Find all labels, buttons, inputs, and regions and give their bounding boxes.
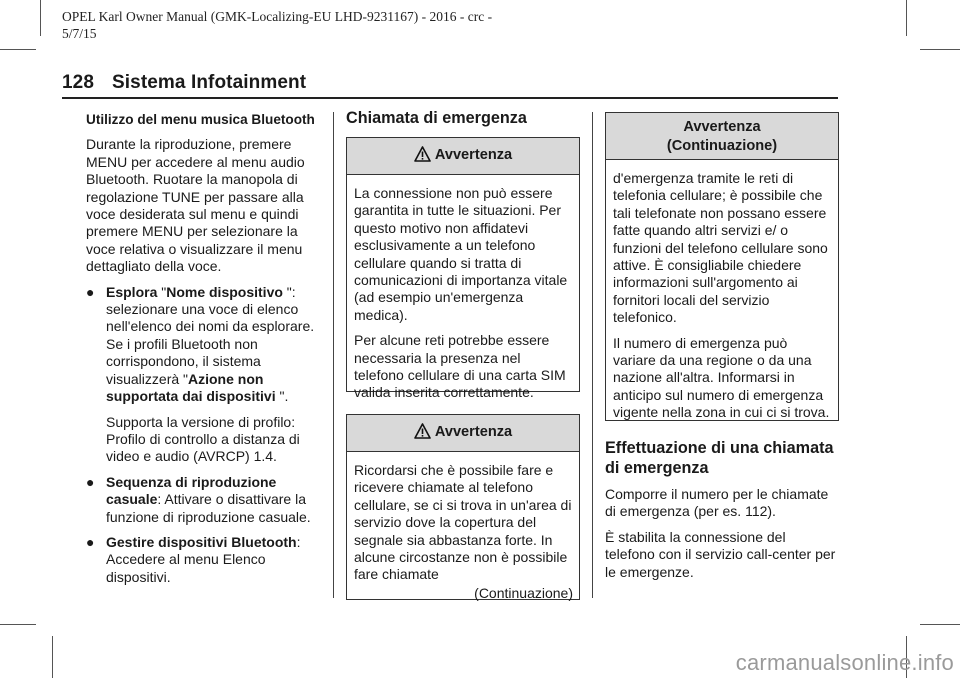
bullet-text: : Accedere al menu Elenco dispositivi.	[106, 533, 301, 585]
crop-mark	[0, 49, 36, 50]
bullet-text: : Attivare o disattivare la funzione di riproduzione casuale.	[106, 491, 311, 525]
column-divider	[333, 112, 334, 598]
connection-text: È stabilita la connessione del telefono con il servizio call-center per le emergenze.	[605, 528, 836, 580]
warning-body	[347, 175, 579, 414]
bullet-text: ": selezionare una voce di elenco nell'elenco dei nomi da esplorare. Se i profili Bluetooth non corrispondono, il sistema visualizzerà "	[106, 283, 315, 387]
crop-mark	[52, 636, 53, 678]
list-item	[86, 534, 322, 586]
make-emergency-call-heading: Effettuazione di una chiamata di emergenza	[605, 439, 834, 477]
warning-body	[347, 452, 579, 596]
warning-header	[347, 415, 579, 452]
warning-triangle-icon	[414, 146, 431, 168]
warning-title: Avvertenza	[683, 119, 761, 135]
warning-text: Per alcune reti potrebbe essere necessaria la presenza nel telefono cellulare di una carta SIM valida inserita correttamente.	[354, 332, 566, 401]
continuation-note: (Continuazione)	[474, 585, 573, 601]
watermark: carmanualsonline.info	[735, 650, 954, 675]
document-metadata	[62, 8, 502, 42]
bullet-term: Azione non supportata dai dispositivi	[106, 370, 276, 405]
warning-body	[606, 160, 838, 434]
bullet-term: Nome dispositivo	[166, 283, 283, 300]
crop-mark	[40, 0, 41, 36]
column-3	[605, 438, 839, 589]
emergency-number-text: Comporre il numero per le chiamate di emergenza (per es. 112).	[605, 486, 829, 520]
bullet-term: Gestire dispositivi Bluetooth	[106, 533, 297, 550]
section-title: Sistema Infotainment	[112, 72, 307, 93]
bullet-term: Esplora	[106, 283, 158, 300]
column-divider	[592, 112, 593, 598]
bullet-text: "	[157, 283, 167, 300]
warning-text: d'emergenza tramite le reti di telefonia cellulare; è possibile che tali telefonate non possano essere fatte quando altri servizi e/ o funzioni del telefono cellulare sono attive. È consigliabile chiedere informazioni sull'argomento ai fornitori locali del servizio telefonico.	[613, 170, 828, 326]
crop-mark	[920, 49, 960, 50]
profile-support-note: Supporta la versione di profilo: Profilo di controllo a distanza di video e audio (AVRCP) 1.4.	[106, 413, 300, 465]
page-number: 128	[62, 72, 95, 93]
warning-header	[606, 113, 838, 160]
doc-meta-line1: OPEL Karl Owner Manual (GMK-Localizing-EU LHD-9231167) - 2016 - crc -	[62, 9, 493, 24]
crop-mark	[906, 0, 907, 36]
bullet-icon: ●	[86, 533, 95, 550]
crop-mark	[920, 624, 960, 625]
crop-mark	[0, 624, 36, 625]
bullet-icon: ●	[86, 283, 95, 300]
warning-text: Il numero di emergenza può variare da una regione o da una nazione all'altra. Informarsi in anticipo sul numero di emergenza vigente nella zona in cui ci si trova.	[613, 334, 830, 421]
warning-header	[347, 138, 579, 175]
warning-box-2	[346, 414, 580, 600]
warning-continued: (Continuazione)	[666, 138, 778, 154]
bullet-icon: ●	[86, 473, 95, 490]
column-1	[86, 111, 322, 594]
list-item	[86, 284, 322, 406]
emergency-call-heading: Chiamata di emergenza	[346, 109, 527, 127]
warning-box-1	[346, 137, 580, 401]
warning-text: Ricordarsi che è possibile fare e ricevere chiamate al telefono cellulare, se ci si trova in un'area di servizio dove la copertura del segnale sia abbastanza forte. In alcune circostanze non è possibile fare chiamate	[354, 462, 572, 583]
column-2	[346, 108, 580, 136]
bluetooth-menu-heading: Utilizzo del menu musica Bluetooth	[86, 112, 315, 127]
header-rule	[62, 97, 838, 99]
warning-text: La connessione non può essere garantita in tutte le situazioni. Per questo motivo non affidatevi esclusivamente a un telefono cellulare quando si tratta di comunicazioni di importanza vitale (ad esempio un'emergenza medica).	[354, 185, 568, 323]
doc-meta-line2: 5/7/15	[62, 26, 97, 41]
list-item	[86, 474, 322, 526]
bluetooth-menu-intro: Durante la riproduzione, premere MENU per accedere al menu audio Bluetooth. Ruotare la manopola di regolazione TUNE per passare alla voce desiderata sul menu e quindi premere MENU per selezionare la voce relativa o visualizzare il menu dettagliato della voce.	[86, 136, 305, 275]
bullet-term: Sequenza di riproduzione casuale	[106, 473, 277, 508]
warning-title: Avvertenza	[434, 424, 513, 440]
bullet-text: ".	[275, 388, 289, 405]
page-header	[62, 71, 306, 95]
warning-box-3	[605, 112, 839, 421]
warning-triangle-icon	[414, 423, 431, 445]
warning-title: Avvertenza	[434, 147, 513, 163]
